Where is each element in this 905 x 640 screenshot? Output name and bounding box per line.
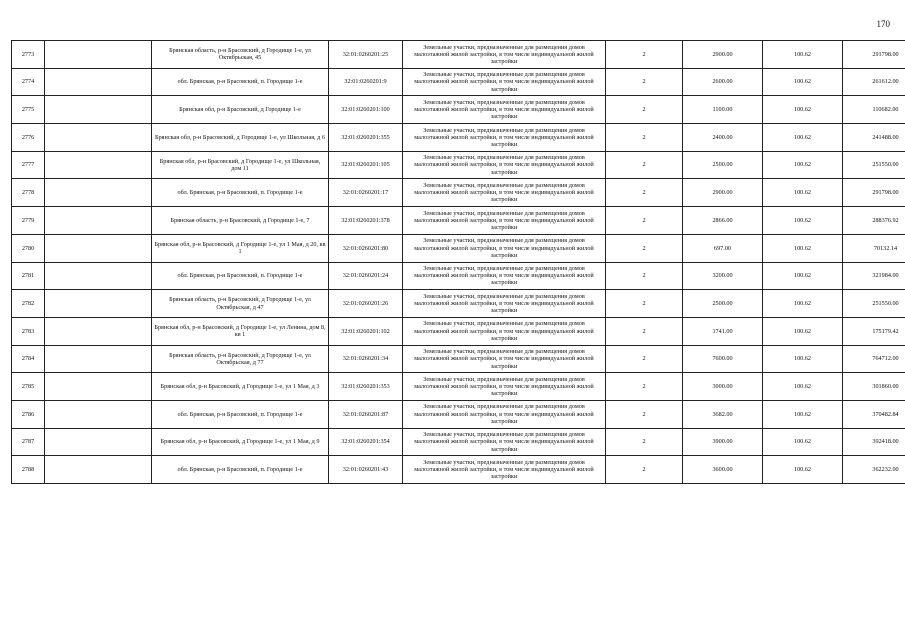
cadastral-value-cell: 291798.00	[843, 41, 905, 69]
cadastral-number-cell: 32:01:0260201:378	[329, 207, 403, 235]
cadastral-value-cell: 288376.92	[843, 207, 905, 235]
address-cell: Брянская область, р-н Брасовский, д Городище 1-е, ул Октябрьская, 45	[152, 41, 329, 69]
cadastral-number-cell: 32:01:0260201:355	[329, 124, 403, 152]
land-use-cell: Земельные участки, предназначенные для размещения домов малоэтажной жилой застройки, в том числе индивидуальной жилой застройки	[403, 151, 606, 179]
row-number: 2785	[12, 373, 45, 401]
category-cell: 2	[606, 262, 683, 290]
table-row	[12, 456, 905, 484]
page-number: 170	[876, 19, 890, 29]
address-cell: Брянская обл, р-н Брасовский, д Городище 1-е, ул Школьная, дом 11	[152, 151, 329, 179]
cadastral-number-cell: 32:01:0260201:26	[329, 290, 403, 318]
address-cell: обл. Брянская, р-н Брасовский, п. Городище 1-е	[152, 456, 329, 484]
area-cell: 1100.00	[683, 96, 763, 124]
cadastral-value-cell: 241488.00	[843, 124, 905, 152]
address-cell: Брянская обл, р-н Брасовский, д Городище 1-е, ул 1 Мая, д 9	[152, 428, 329, 456]
area-cell: 2500.00	[683, 290, 763, 318]
address-cell: Брянская обл, р-н Брасовский, д Городище 1-е, ул 1 Мая, д 3	[152, 373, 329, 401]
empty-cell	[45, 290, 152, 318]
cadastral-value-cell: 251550.00	[843, 290, 905, 318]
address-cell: обл. Брянская, р-н Брасовский, п. Городище 1-е	[152, 68, 329, 96]
land-use-cell: Земельные участки, предназначенные для размещения домов малоэтажной жилой застройки, в том числе индивидуальной жилой застройки	[403, 345, 606, 373]
category-cell: 2	[606, 428, 683, 456]
empty-cell	[45, 345, 152, 373]
row-number: 2777	[12, 151, 45, 179]
area-cell: 1741.00	[683, 317, 763, 345]
address-cell: Брянская обл, р-н Брасовский, д Городище 1-е, ул Ленина, дом 8, кв 1	[152, 317, 329, 345]
category-cell: 2	[606, 317, 683, 345]
cadastral-value-cell: 764712.00	[843, 345, 905, 373]
rate-cell: 100.62	[763, 151, 843, 179]
area-cell: 2900.00	[683, 179, 763, 207]
land-registry-table	[11, 40, 905, 484]
category-cell: 2	[606, 179, 683, 207]
row-number: 2788	[12, 456, 45, 484]
address-cell: Брянская область, р-н Брасовский, д Городище 1-е, 7	[152, 207, 329, 235]
empty-cell	[45, 179, 152, 207]
area-cell: 3000.00	[683, 373, 763, 401]
category-cell: 2	[606, 400, 683, 428]
area-cell: 2400.00	[683, 124, 763, 152]
category-cell: 2	[606, 290, 683, 318]
category-cell: 2	[606, 41, 683, 69]
table-row	[12, 179, 905, 207]
table-row	[12, 317, 905, 345]
area-cell: 3900.00	[683, 428, 763, 456]
row-number: 2781	[12, 262, 45, 290]
row-number: 2779	[12, 207, 45, 235]
row-number: 2784	[12, 345, 45, 373]
address-cell: Брянская обл, р-н Брасовский, д Городище 1-е, ул Школьная, д 6	[152, 124, 329, 152]
rate-cell: 100.62	[763, 207, 843, 235]
empty-cell	[45, 373, 152, 401]
rate-cell: 100.62	[763, 234, 843, 262]
empty-cell	[45, 428, 152, 456]
rate-cell: 100.62	[763, 345, 843, 373]
cadastral-number-cell: 32:01:0260201:9	[329, 68, 403, 96]
cadastral-number-cell: 32:01:0260201:102	[329, 317, 403, 345]
cadastral-value-cell: 70132.14	[843, 234, 905, 262]
cadastral-number-cell: 32:01:0260201:24	[329, 262, 403, 290]
cadastral-number-cell: 32:01:0260201:353	[329, 373, 403, 401]
row-number: 2776	[12, 124, 45, 152]
row-number: 2780	[12, 234, 45, 262]
address-cell: Брянская область, р-н Брасовский, д Городище 1-е, ул Октябрьская, д 77	[152, 345, 329, 373]
cadastral-number-cell: 32:01:0260201:354	[329, 428, 403, 456]
row-number: 2774	[12, 68, 45, 96]
table-row	[12, 400, 905, 428]
address-cell: Брянская обл, р-н Брасовский, д Городище 1-е, ул 1 Мая, д 20, кв 1	[152, 234, 329, 262]
address-cell: обл. Брянская, р-н Брасовский, п. Городище 1-е	[152, 179, 329, 207]
table-row	[12, 41, 905, 69]
table-body	[12, 41, 905, 484]
cadastral-number-cell: 32:01:0260201:100	[329, 96, 403, 124]
table-row	[12, 151, 905, 179]
empty-cell	[45, 68, 152, 96]
rate-cell: 100.62	[763, 400, 843, 428]
area-cell: 2500.00	[683, 151, 763, 179]
cadastral-value-cell: 362232.00	[843, 456, 905, 484]
rate-cell: 100.62	[763, 262, 843, 290]
land-use-cell: Земельные участки, предназначенные для размещения домов малоэтажной жилой застройки, в том числе индивидуальной жилой застройки	[403, 234, 606, 262]
cadastral-value-cell: 370482.84	[843, 400, 905, 428]
table-row	[12, 428, 905, 456]
area-cell: 697.00	[683, 234, 763, 262]
row-number: 2787	[12, 428, 45, 456]
address-cell: обл. Брянская, р-н Брасовский, п. Городище 1-е	[152, 262, 329, 290]
land-use-cell: Земельные участки, предназначенные для размещения домов малоэтажной жилой застройки, в том числе индивидуальной жилой застройки	[403, 456, 606, 484]
land-use-cell: Земельные участки, предназначенные для размещения домов малоэтажной жилой застройки, в том числе индивидуальной жилой застройки	[403, 207, 606, 235]
land-use-cell: Земельные участки, предназначенные для размещения домов малоэтажной жилой застройки, в том числе индивидуальной жилой застройки	[403, 124, 606, 152]
land-use-cell: Земельные участки, предназначенные для размещения домов малоэтажной жилой застройки, в том числе индивидуальной жилой застройки	[403, 41, 606, 69]
table-row	[12, 373, 905, 401]
empty-cell	[45, 317, 152, 345]
category-cell: 2	[606, 373, 683, 401]
table-row	[12, 124, 905, 152]
row-number: 2783	[12, 317, 45, 345]
cadastral-value-cell: 291798.00	[843, 179, 905, 207]
empty-cell	[45, 41, 152, 69]
land-use-cell: Земельные участки, предназначенные для размещения домов малоэтажной жилой застройки, в том числе индивидуальной жилой застройки	[403, 96, 606, 124]
table-row	[12, 96, 905, 124]
land-use-cell: Земельные участки, предназначенные для размещения домов малоэтажной жилой застройки, в том числе индивидуальной жилой застройки	[403, 68, 606, 96]
category-cell: 2	[606, 96, 683, 124]
empty-cell	[45, 234, 152, 262]
cadastral-value-cell: 251550.00	[843, 151, 905, 179]
empty-cell	[45, 456, 152, 484]
land-use-cell: Земельные участки, предназначенные для размещения домов малоэтажной жилой застройки, в том числе индивидуальной жилой застройки	[403, 179, 606, 207]
category-cell: 2	[606, 456, 683, 484]
category-cell: 2	[606, 124, 683, 152]
row-number: 2786	[12, 400, 45, 428]
rate-cell: 100.62	[763, 68, 843, 96]
area-cell: 3600.00	[683, 456, 763, 484]
category-cell: 2	[606, 151, 683, 179]
empty-cell	[45, 207, 152, 235]
area-cell: 2866.00	[683, 207, 763, 235]
rate-cell: 100.62	[763, 373, 843, 401]
table-row	[12, 262, 905, 290]
table-row	[12, 234, 905, 262]
table-row	[12, 207, 905, 235]
cadastral-value-cell: 301860.00	[843, 373, 905, 401]
category-cell: 2	[606, 68, 683, 96]
land-use-cell: Земельные участки, предназначенные для размещения домов малоэтажной жилой застройки, в том числе индивидуальной жилой застройки	[403, 428, 606, 456]
cadastral-number-cell: 32:01:0260201:80	[329, 234, 403, 262]
rate-cell: 100.62	[763, 41, 843, 69]
rate-cell: 100.62	[763, 179, 843, 207]
land-use-cell: Земельные участки, предназначенные для размещения домов малоэтажной жилой застройки, в том числе индивидуальной жилой застройки	[403, 373, 606, 401]
category-cell: 2	[606, 207, 683, 235]
table-row	[12, 345, 905, 373]
cadastral-number-cell: 32:01:0260201:34	[329, 345, 403, 373]
area-cell: 2600.00	[683, 68, 763, 96]
cadastral-value-cell: 110682.00	[843, 96, 905, 124]
rate-cell: 100.62	[763, 456, 843, 484]
rate-cell: 100.62	[763, 124, 843, 152]
address-cell: обл. Брянская, р-н Брасовский, п. Городище 1-е	[152, 400, 329, 428]
cadastral-number-cell: 32:01:0260201:43	[329, 456, 403, 484]
empty-cell	[45, 400, 152, 428]
empty-cell	[45, 262, 152, 290]
rate-cell: 100.62	[763, 96, 843, 124]
row-number: 2782	[12, 290, 45, 318]
area-cell: 3200.00	[683, 262, 763, 290]
row-number: 2775	[12, 96, 45, 124]
empty-cell	[45, 151, 152, 179]
rate-cell: 100.62	[763, 428, 843, 456]
address-cell: Брянская обл, р-н Брасовский, д Городище 1-е	[152, 96, 329, 124]
cadastral-value-cell: 392418.00	[843, 428, 905, 456]
table-row	[12, 290, 905, 318]
row-number: 2773	[12, 41, 45, 69]
area-cell: 2900.00	[683, 41, 763, 69]
cadastral-value-cell: 261612.00	[843, 68, 905, 96]
cadastral-value-cell: 175179.42	[843, 317, 905, 345]
land-use-cell: Земельные участки, предназначенные для размещения домов малоэтажной жилой застройки, в том числе индивидуальной жилой застройки	[403, 317, 606, 345]
area-cell: 3682.00	[683, 400, 763, 428]
rate-cell: 100.62	[763, 317, 843, 345]
empty-cell	[45, 124, 152, 152]
cadastral-number-cell: 32:01:0260201:17	[329, 179, 403, 207]
land-use-cell: Земельные участки, предназначенные для размещения домов малоэтажной жилой застройки, в том числе индивидуальной жилой застройки	[403, 290, 606, 318]
category-cell: 2	[606, 345, 683, 373]
cadastral-number-cell: 32:01:0260201:25	[329, 41, 403, 69]
empty-cell	[45, 96, 152, 124]
category-cell: 2	[606, 234, 683, 262]
address-cell: Брянская область, р-н Брасовский, д Городище 1-е, ул Октябрьская, д 47	[152, 290, 329, 318]
land-use-cell: Земельные участки, предназначенные для размещения домов малоэтажной жилой застройки, в том числе индивидуальной жилой застройки	[403, 262, 606, 290]
land-use-cell: Земельные участки, предназначенные для размещения домов малоэтажной жилой застройки, в том числе индивидуальной жилой застройки	[403, 400, 606, 428]
table-row	[12, 68, 905, 96]
cadastral-value-cell: 321984.00	[843, 262, 905, 290]
area-cell: 7600.00	[683, 345, 763, 373]
row-number: 2778	[12, 179, 45, 207]
rate-cell: 100.62	[763, 290, 843, 318]
cadastral-number-cell: 32:01:0260201:87	[329, 400, 403, 428]
cadastral-number-cell: 32:01:0260201:105	[329, 151, 403, 179]
